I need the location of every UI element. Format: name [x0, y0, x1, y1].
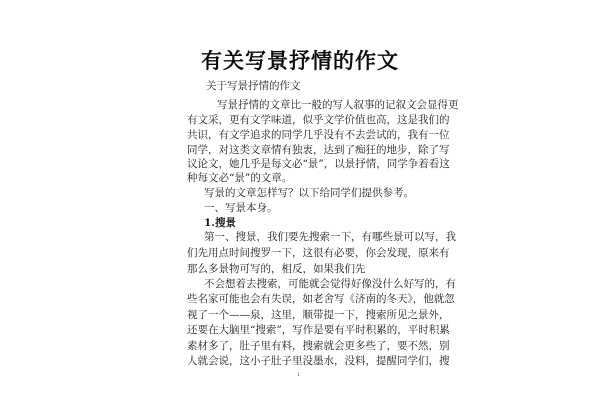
page-number: 1 — [297, 372, 301, 378]
text-line: 同学，对这类文章情有独衷，达到了痴狂的地步，除了写 — [187, 144, 450, 156]
text-line: 写景抒情的文章比一般的写人叙事的记叙文会显得更 — [217, 99, 459, 111]
text-line: 写景的文章怎样写？以下给同学们提供参考。 — [204, 187, 414, 199]
text-line: 议论文，她几乎是每文必“景”，以景抒情，同学争着看这 — [187, 158, 450, 170]
text-line: 共识，有文学追求的同学几乎没有不去尝试的，我有一位 — [187, 129, 450, 141]
subtitle-line: 关于写景抒情的作文 — [206, 80, 301, 92]
section-heading: 一、写景本身。 — [204, 202, 278, 214]
document-title: 有关写景抒情的作文 — [201, 49, 399, 73]
text-line: 那么多景物可写的，相反，如果我们先 — [187, 263, 366, 275]
text-line: 些名家可能也会有失误，如老舍写《济南的冬天》，他就忽 — [187, 293, 455, 305]
subsection-heading: 1.搜景 — [204, 217, 236, 229]
text-line: 种每文必“景”的文章。 — [187, 172, 293, 184]
text-line: 素材多了，肚子里有料，搜索就会更多些了，要不然，别 — [187, 340, 450, 352]
text-line: 第一、搜景，我们要先搜索一下，有哪些景可以写，我 — [204, 231, 456, 243]
text-line: 还要在大脑里“搜索”，写作是要有平时积累的，平时积累 — [187, 324, 450, 336]
text-line: 不会想着去搜索，可能就会觉得好像没什么好写的，有 — [204, 278, 456, 290]
text-line: 人就会说，这小子肚子里没墨水，没料，提醒同学们，搜 — [187, 355, 450, 367]
text-line: 视了一个——泉，这里，顺带提一下，搜索所见之景外， — [187, 309, 450, 321]
text-line: 们先用点时间搜罗一下，这很有必要，你会发现，原来有 — [187, 247, 450, 259]
text-line: 有文采，更有文学味道，似乎文学价值也高，这是我们的 — [187, 114, 450, 126]
